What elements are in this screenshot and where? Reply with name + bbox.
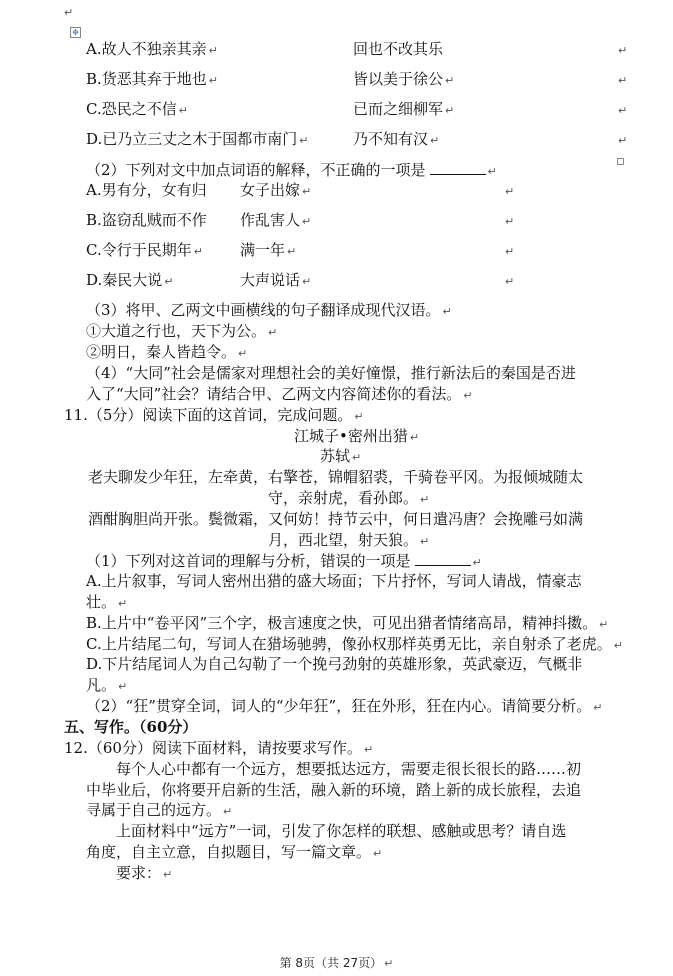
option-a-left: A.故人不独亲其亲 ↵ <box>86 40 218 58</box>
question-11-1-stem: （1）下列对这首词的理解与分析，错误的一项是 ↵ <box>86 552 482 570</box>
material-line-4: 上面材料中“远方”一词，引发了你怎样的联想、感触或思考？请自选 <box>116 822 567 840</box>
q2-option-c-right: 满一年 ↵ <box>240 241 297 259</box>
row-end-mark: ↵ <box>505 215 515 228</box>
answer-blank[interactable] <box>430 160 486 175</box>
question-3-stem: （3）将甲、乙两文中画横线的句子翻译成现代汉语。 ↵ <box>86 301 452 319</box>
question-12-stem: 12.（60分）阅读下面材料，请按要求写作。 ↵ <box>64 739 374 757</box>
page-footer: 第 8页（共 27页） ↵ <box>279 956 394 970</box>
row-end-mark: ↵ <box>618 134 628 147</box>
option-d-right: 乃不知有汉 ↵ <box>353 130 440 148</box>
option-b-left: B.货恶其弃于地也 ↵ <box>86 70 219 88</box>
q11-option-d-line-2: 凡。 ↵ <box>86 676 128 694</box>
question-11-2: （2）“狂”贯穿全词，词人的“少年狂”，狂在外形，狂在内心。请简要分析。 ↵ <box>86 697 603 715</box>
requirements-label: 要求： ↵ <box>116 864 173 882</box>
question-2-stem: （2）下列对文中加点词语的解释，不正确的一项是 ↵ <box>86 161 497 179</box>
poem-title: 江城子•密州出猎 ↵ <box>294 427 420 445</box>
section-5-heading: 五、写作。（60分） <box>64 718 198 736</box>
q2-option-d-left: D.秦民大说 ↵ <box>86 271 174 289</box>
option-c-right: 已而之细柳军 ↵ <box>353 100 455 118</box>
table-resize-handle-icon[interactable] <box>617 158 624 165</box>
row-end-mark: ↵ <box>505 245 515 258</box>
q11-option-a-line-1: A.上片叙事，写词人密州出猎的盛大场面；下片抒怀，写词人请战，情豪志 <box>86 572 582 590</box>
row-end-mark: ↵ <box>618 74 628 87</box>
row-end-mark: ↵ <box>618 104 628 117</box>
poem-line-4: 月，西北望，射天狼。 ↵ <box>268 531 430 549</box>
poem-author: 苏轼 ↵ <box>320 447 362 465</box>
table-move-handle-icon[interactable]: ✥ <box>70 27 81 38</box>
q2-option-a-right: 女子出嫁 ↵ <box>240 181 312 199</box>
option-d-left: D.已乃立三丈之木于国都市南门 ↵ <box>86 130 309 148</box>
row-end-mark: ↵ <box>618 44 628 57</box>
poem-line-3: 酒酣胸胆尚开张。鬓微霜，又何妨！持节云中，何日遣冯唐？会挽雕弓如满 <box>88 510 584 528</box>
q2-option-b-left: B.盗窃乱贼而不作 <box>86 211 207 229</box>
q2-option-d-right: 大声说话 ↵ <box>240 271 312 289</box>
poem-line-2: 守，亲射虎，看孙郎。 ↵ <box>268 489 430 507</box>
q11-option-a-line-2: 壮。 ↵ <box>86 593 128 611</box>
answer-blank[interactable] <box>415 551 471 566</box>
q11-option-c: C.上片结尾二句，写词人在猎场驰骋，像孙权那样英勇无比，亲自射杀了老虎。 ↵ <box>86 635 623 653</box>
q2-option-c-left: C.令行于民期年 ↵ <box>86 241 203 259</box>
material-line-1: 每个人心中都有一个远方，想要抵达远方，需要走很长很长的路……初 <box>116 760 582 778</box>
question-4-line-1: （4）“大同”社会是儒家对理想社会的美好憧憬，推行新法后的秦国是否进 <box>86 364 576 382</box>
row-end-mark: ↵ <box>505 275 515 288</box>
material-line-5: 角度，自主立意，自拟题目，写一篇文章。 ↵ <box>86 843 383 861</box>
q2-option-b-right: 作乱害人 ↵ <box>240 211 312 229</box>
row-end-mark: ↵ <box>505 185 515 198</box>
paragraph-mark: ↵ <box>64 6 74 19</box>
q11-option-b: B.上片中“卷平冈”三个字，极言速度之快，可见出猎者情绪高昂，精神抖擞。 ↵ <box>86 614 609 632</box>
material-line-2: 中毕业后，你将要开启新的生活，融入新的环境，踏上新的成长旅程，去追 <box>86 781 582 799</box>
option-b-right: 皆以美于徐公 ↵ <box>353 70 455 88</box>
q2-option-a-left: A.男有分，女有归 <box>86 181 207 199</box>
q11-option-d-line-1: D.下片结尾词人为自己勾勒了一个挽弓劲射的英雄形象，英武豪迈，气概非 <box>86 655 583 673</box>
poem-line-1: 老夫聊发少年狂，左牵黄，右擎苍，锦帽貂裘，千骑卷平冈。为报倾城随太 <box>88 468 584 486</box>
material-line-3: 寻属于自己的远方。 ↵ <box>86 801 233 819</box>
question-11-stem: 11.（5分）阅读下面的这首词，完成问题。 ↵ <box>64 406 364 424</box>
option-a-right: 回也不改其乐 <box>353 40 444 58</box>
option-c-left: C.恐民之不信 ↵ <box>86 100 188 118</box>
question-4-line-2: 入了“大同”社会？请结合甲、乙两文内容简述你的看法。 ↵ <box>86 385 473 403</box>
question-3-item-2: ②明日，秦人皆趋令。 ↵ <box>86 343 248 361</box>
question-3-item-1: ①大道之行也，天下为公。 ↵ <box>86 322 278 340</box>
